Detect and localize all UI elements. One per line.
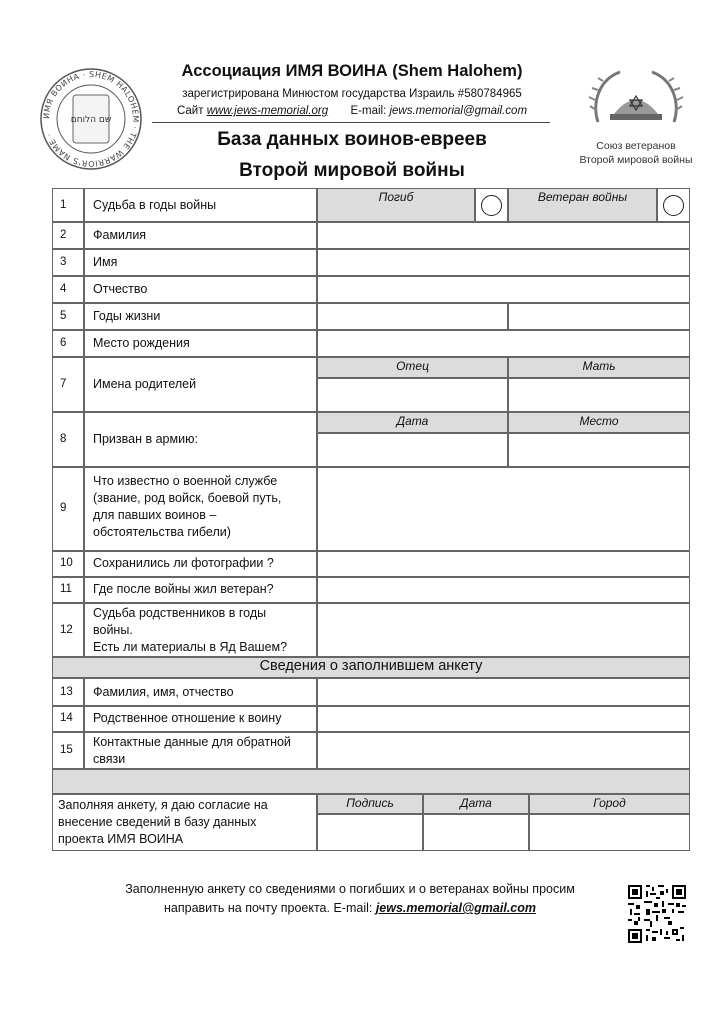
seal-center-text: שם הלוחם [70, 115, 112, 125]
row-label-relation: Родственное отношение к воину [93, 711, 282, 725]
questionnaire-form [52, 188, 690, 851]
seal-ring-text: ИМЯ ВОИНА · SHEM HALOHEM · THE WARRIOR'S NAME · [41, 69, 141, 169]
row-label-contacts-line2: связи [93, 752, 126, 766]
separator-bar [52, 769, 690, 794]
organization-title: Ассоциация ИМЯ ВОИНА (Shem Halohem) [181, 62, 523, 80]
row-label-postwar: Где после войны жил ветеран? [93, 582, 274, 596]
row-number-cell [52, 249, 84, 276]
father-name-input[interactable] [317, 378, 508, 412]
consent-date-header: Дата [460, 796, 492, 810]
consent-date-input[interactable] [423, 814, 529, 851]
consent-line3: проекта ИМЯ ВОИНА [58, 832, 184, 846]
row-number: 5 [60, 310, 67, 322]
row-label-service-line4: обстоятельства гибели) [93, 525, 231, 539]
death-year-input[interactable] [508, 303, 690, 330]
email-label: E-mail: [350, 105, 387, 117]
veterans-union-line2: Второй мировой войны [579, 154, 693, 166]
row-number: 2 [60, 229, 67, 241]
row-label-parents: Имена родителей [93, 377, 197, 391]
header-divider [152, 122, 550, 123]
consent-line2: внесение сведений в базу данных [58, 815, 257, 829]
contact-line [152, 105, 552, 117]
row-number: 12 [60, 624, 73, 636]
row-number: 9 [60, 502, 67, 514]
row-number-cell [52, 467, 84, 551]
row-label-relatives-line1: Судьба родственников в годы [93, 606, 267, 620]
header-email-link[interactable]: jews.memorial@gmail.com [389, 105, 528, 117]
photos-input[interactable] [317, 551, 690, 577]
row-label-years-of-life: Годы жизни [93, 309, 161, 323]
patronymic-input[interactable] [317, 276, 690, 303]
row-label-filler-name: Фамилия, имя, отчество [93, 685, 234, 699]
row-label-patronymic: Отчество [93, 282, 148, 296]
row-number-cell [52, 222, 84, 249]
killed-checkbox[interactable] [481, 195, 502, 216]
city-header: Город [593, 796, 626, 810]
row-label-relatives-line2: войны. [93, 623, 133, 637]
postwar-residence-input[interactable] [317, 577, 690, 603]
relation-input[interactable] [317, 706, 690, 732]
row-label-photos: Сохранились ли фотографии ? [93, 556, 274, 570]
draft-date-input[interactable] [317, 433, 508, 467]
draft-date-header: Дата [396, 414, 429, 428]
label-cell [84, 249, 317, 276]
site-link[interactable]: www.jews-memorial.org [206, 105, 329, 117]
draft-place-header: Место [579, 414, 619, 428]
row-label-name: Имя [93, 255, 118, 269]
birthplace-input[interactable] [317, 330, 690, 357]
row-label-relatives-line3: Есть ли материалы в Яд Вашем? [93, 640, 288, 654]
database-title-line1: База данных воинов-евреев [217, 129, 487, 150]
row-label-contacts-line1: Контактные данные для обратной [93, 735, 291, 749]
veterans-union-logo [586, 64, 686, 136]
association-seal-logo [39, 67, 143, 171]
row-label-birthplace: Место рождения [93, 336, 190, 350]
row-number-cell [52, 330, 84, 357]
option-killed-label: Погиб [378, 190, 414, 204]
footer-instruction-prefix: направить на почту проекта. E-mail: [164, 901, 373, 915]
row-label-service-line3: для павших воинов – [93, 508, 217, 522]
row-number: 10 [60, 557, 73, 569]
birth-year-input[interactable] [317, 303, 508, 330]
row-number-cell [52, 412, 84, 467]
option-veteran-label: Ветеран войны [537, 190, 628, 204]
signature-header: Подпись [346, 796, 394, 810]
row-label-service-line1: Что известно о военной службе [93, 474, 278, 488]
site-label: Сайт [176, 105, 204, 117]
row-label-surname: Фамилия [93, 228, 147, 242]
row-number: 14 [60, 712, 73, 724]
row-number-cell [52, 357, 84, 412]
signature-input[interactable] [317, 814, 423, 851]
row-number: 15 [60, 744, 73, 756]
row-number: 8 [60, 433, 67, 445]
draft-place-input[interactable] [508, 433, 690, 467]
filler-section-title: Сведения о заполнившем анкету [259, 658, 483, 674]
veterans-union-line1: Союз ветеранов [596, 140, 676, 152]
qr-code[interactable] [628, 885, 686, 943]
row-number-cell [52, 303, 84, 330]
filler-name-input[interactable] [317, 678, 690, 706]
row-number: 11 [60, 583, 72, 595]
database-title-line2: Второй мировой войны [239, 160, 465, 181]
military-service-input[interactable] [317, 467, 690, 551]
name-input[interactable] [317, 249, 690, 276]
mother-name-input[interactable] [508, 378, 690, 412]
row-label-fate: Судьба в годы войны [93, 198, 217, 212]
footer-instruction-line1: Заполненную анкету со сведениями о погибших и о ветеранах войны просим [125, 882, 575, 896]
row-number-cell [52, 188, 84, 222]
footer-email-link[interactable]: jews.memorial@gmail.com [375, 901, 536, 915]
surname-input[interactable] [317, 222, 690, 249]
footer-instruction-line2 [80, 901, 620, 915]
row-number: 13 [60, 686, 73, 698]
row-number: 3 [60, 256, 67, 268]
mother-header: Мать [582, 359, 616, 373]
contacts-input[interactable] [317, 732, 690, 769]
row-number: 6 [60, 337, 67, 349]
row-label-service-line2: (звание, род войск, боевой путь, [93, 491, 282, 505]
consent-line1: Заполняя анкету, я даю согласие на [58, 798, 268, 812]
city-input[interactable] [529, 814, 690, 851]
row-number-cell [52, 276, 84, 303]
row-label-drafted: Призван в армию: [93, 432, 198, 446]
veteran-checkbox[interactable] [663, 195, 684, 216]
row-number: 4 [60, 283, 67, 295]
relatives-fate-input[interactable] [317, 603, 690, 657]
registration-line: зарегистрирована Минюстом государства Израиль #580784965 [182, 88, 522, 100]
father-header: Отец [396, 359, 429, 373]
row-number: 1 [60, 199, 67, 211]
row-number: 7 [60, 378, 67, 390]
